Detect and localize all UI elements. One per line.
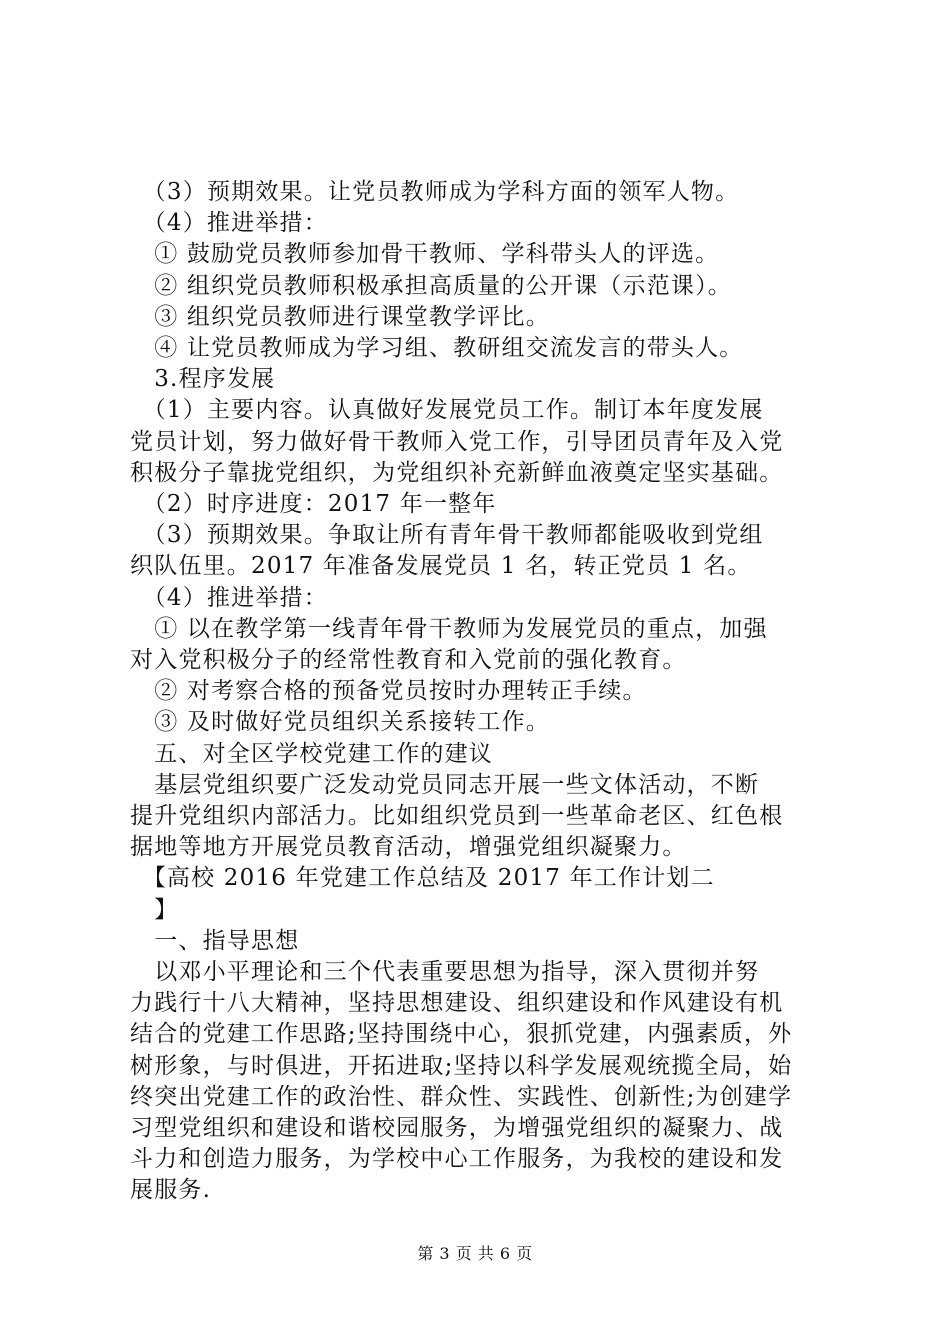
text-line: 】 (130, 897, 179, 923)
text-line: ③ 组织党员教师进行课堂教学评比。 (130, 304, 550, 330)
text-line: 习型党组织和建设和谐校园服务，为增强党组织的凝聚力、战 (130, 1115, 784, 1141)
text-line: ② 对考察合格的预备党员按时办理转正手续。 (130, 678, 647, 704)
text-line: 积极分子靠拢党组织，为党组织补充新鲜血液奠定坚实基础。 (130, 460, 784, 486)
text-line: 结合的党建工作思路;坚持围绕中心，狠抓党建，内强素质，外 (130, 1021, 793, 1047)
page-footer: 第 3 页 共 6 页 (417, 1244, 533, 1263)
text-line: 提升党组织内部活力。比如组织党员到一些革命老区、红色根 (130, 803, 784, 829)
text-line: （2）时序进度：2017 年一整年 (130, 491, 497, 517)
text-line: 五、对全区学校党建工作的建议 (130, 741, 493, 767)
text-line: ① 以在教学第一线青年骨干教师为发展党员的重点，加强 (130, 616, 768, 642)
text-line: ① 鼓励党员教师参加骨干教师、学科带头人的评选。 (130, 241, 720, 267)
text-line: （4）推进举措： (130, 585, 328, 611)
text-line: 斗力和创造力服务，为学校中心工作服务，为我校的建设和发 (130, 1146, 784, 1172)
text-line: 树形象，与时俱进，开拓进取;坚持以科学发展观统揽全局，始 (130, 1053, 793, 1079)
text-line: 基层党组织要广泛发动党员同志开展一些文体活动，不断 (130, 772, 760, 798)
text-line: ③ 及时做好党员组织关系接转工作。 (130, 709, 550, 735)
text-line: 终突出党建工作的政治性、群众性、实践性、创新性;为创建学 (130, 1084, 793, 1110)
text-line: ④ 让党员教师成为学习组、教研组交流发言的带头人。 (130, 335, 744, 361)
text-line: 一、指导思想 (130, 928, 300, 954)
text-line: （1）主要内容。认真做好发展党员工作。制订本年度发展 (130, 397, 764, 423)
text-line: 展服务. (130, 1177, 212, 1203)
text-line: 据地等地方开展党员教育活动，增强党组织凝聚力。 (130, 834, 687, 860)
text-line: 3.程序发展 (130, 366, 276, 392)
text-line: （3）预期效果。让党员教师成为学科方面的领军人物。 (130, 179, 740, 205)
text-line: 力践行十八大精神，坚持思想建设、组织建设和作风建设有机 (130, 990, 784, 1016)
text-line: 以邓小平理论和三个代表重要思想为指导，深入贯彻并努 (130, 959, 760, 985)
text-line: ② 组织党员教师积极承担高质量的公开课（示范课）。 (130, 273, 733, 299)
text-line: （4）推进举措： (130, 210, 328, 236)
text-line: 对入党积极分子的经常性教育和入党前的强化教育。 (130, 647, 687, 673)
text-line: 党员计划，努力做好骨干教师入党工作，引导团员青年及入党 (130, 429, 784, 455)
text-line: （3）预期效果。争取让所有青年骨干教师都能吸收到党组 (130, 522, 764, 548)
text-line: 织队伍里。2017 年准备发展党员 1 名，转正党员 1 名。 (130, 553, 752, 579)
text-line: 【高校 2016 年党建工作总结及 2017 年工作计划二 (130, 865, 715, 891)
